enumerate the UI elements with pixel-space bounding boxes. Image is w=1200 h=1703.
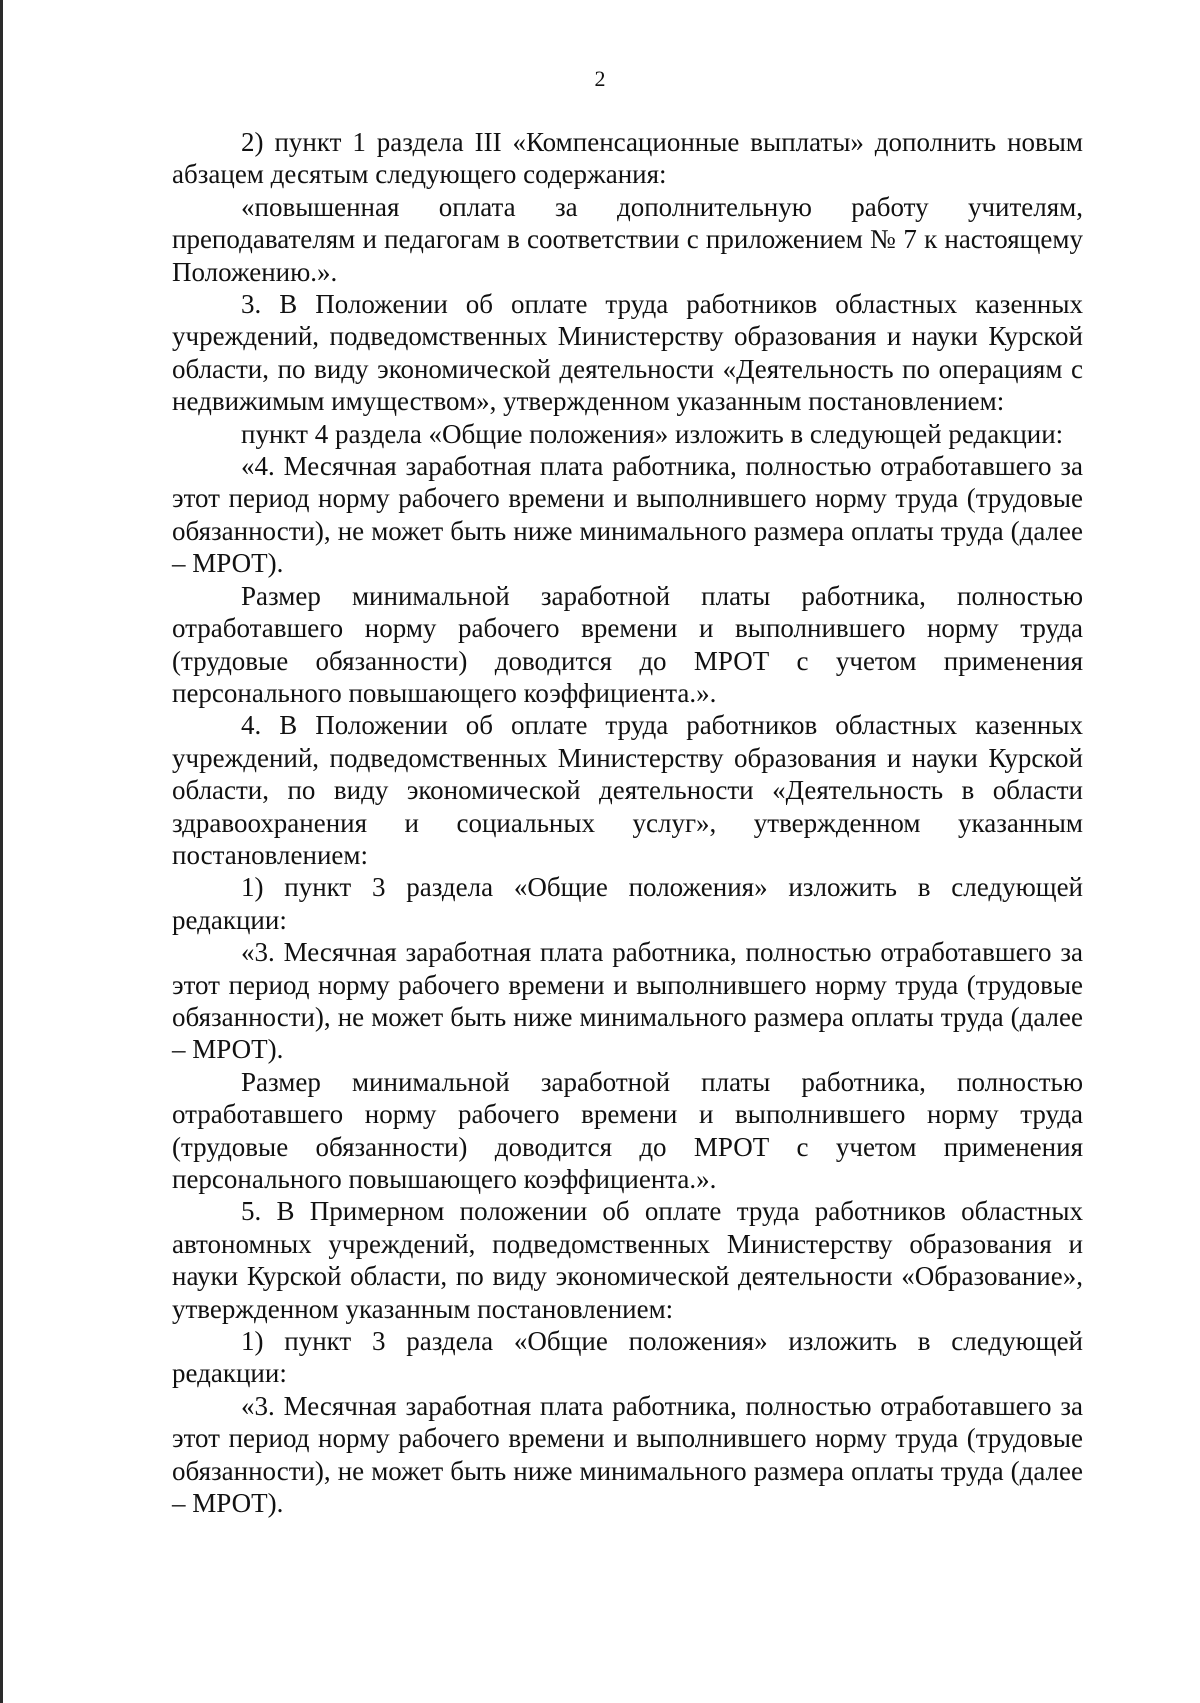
paragraph-section-3-quote-minimum: Размер минимальной заработной платы работника, полностью отработавшего норму рабочего времени и выполнившего норму труда (трудовые обязанности) доводится до МРОТ с учетом применения персонального повышающего коэффициента.».	[172, 580, 1083, 708]
paragraph-section-3-quote-salary: «4. Месячная заработная плата работника, полностью отработавшего за этот период норму рабочего времени и выполнившего норму труда (трудовые обязанности), не может быть ниже минимального размера оплаты труда (далее – МРОТ).	[172, 451, 1083, 579]
paragraph-section-3-instruction: пункт 4 раздела «Общие положения» изложить в следующей редакции:	[241, 418, 1064, 449]
document-body	[172, 126, 1083, 1519]
paragraph-section-5-intro: 5. В Примерном положении об оплате труда работников областных автономных учреждений, подведомственных Министерству образования и науки Курской области, по виду экономической деятельности «Образование», утвержденном указанным постановлением:	[172, 1196, 1083, 1324]
paragraph-section-5-instruction: 1) пункт 3 раздела «Общие положения» изложить в следующей редакции:	[172, 1326, 1083, 1389]
paragraph-item-2-amendment: 2) пункт 1 раздела III «Компенсационные выплаты» дополнить новым абзацем десятым следующего содержания:	[172, 127, 1083, 190]
paragraph-section-3-intro: 3. В Положении об оплате труда работников областных казенных учреждений, подведомственных Министерству образования и науки Курской области, по виду экономической деятельности «Деятельность по операциям с недвижимым имуществом», утвержденном указанным постановлением:	[172, 289, 1083, 417]
paragraph-quoted-increased-pay: «повышенная оплата за дополнительную работу учителям, преподавателям и педагогам в соответствии с приложением № 7 к настоящему Положению.».	[172, 191, 1083, 287]
paragraph-section-4-quote-salary: «3. Месячная заработная плата работника, полностью отработавшего за этот период норму рабочего времени и выполнившего норму труда (трудовые обязанности), не может быть ниже минимального размера оплаты труда (далее – МРОТ).	[172, 937, 1083, 1065]
scan-edge-line	[0, 0, 3, 1703]
paragraph-section-4-instruction: 1) пункт 3 раздела «Общие положения» изложить в следующей редакции:	[172, 872, 1083, 935]
page-number: 2	[594, 66, 606, 91]
paragraph-section-4-quote-minimum: Размер минимальной заработной платы работника, полностью отработавшего норму рабочего времени и выполнившего норму труда (трудовые обязанности) доводится до МРОТ с учетом применения персонального повышающего коэффициента.».	[172, 1066, 1083, 1194]
paragraph-section-4-intro: 4. В Положении об оплате труда работников областных казенных учреждений, подведомственных Министерству образования и науки Курской области, по виду экономической деятельности «Деятельность в области здравоохранения и социальных услуг», утвержденном указанным постановлением:	[172, 710, 1083, 870]
paragraph-section-5-quote-salary: «3. Месячная заработная плата работника, полностью отработавшего за этот период норму рабочего времени и выполнившего норму труда (трудовые обязанности), не может быть ниже минимального размера оплаты труда (далее – МРОТ).	[172, 1390, 1083, 1519]
